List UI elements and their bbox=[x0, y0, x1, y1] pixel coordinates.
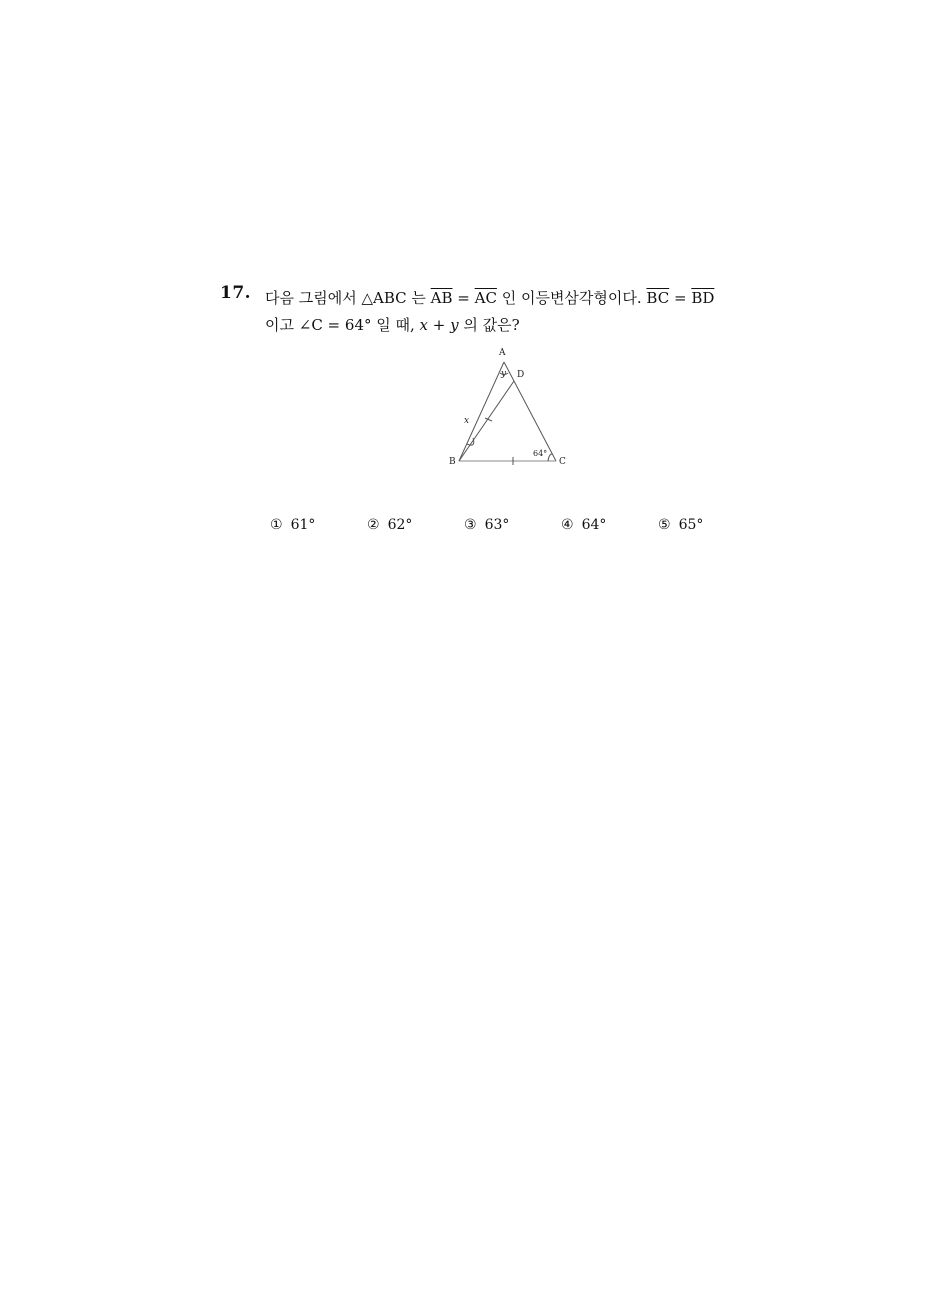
choice-1[interactable] bbox=[270, 517, 315, 533]
label-a: A bbox=[499, 348, 506, 358]
question-line-1 bbox=[265, 285, 735, 312]
question-number: 17. bbox=[220, 283, 252, 303]
question-line-2 bbox=[265, 312, 735, 339]
label-y: y bbox=[501, 369, 507, 379]
segment-ac: $\overline{AC}$ bbox=[474, 289, 497, 307]
label-angle-c: 64° bbox=[533, 449, 548, 458]
choice-value: 61° bbox=[290, 517, 316, 533]
question-text-part: 의 값은? bbox=[458, 316, 520, 334]
choice-marker: ⑤ bbox=[658, 517, 671, 533]
question-text-part: 이고 ∠C = 64° 일 때, bbox=[265, 316, 420, 334]
choice-marker: ③ bbox=[464, 517, 477, 533]
triangle-figure bbox=[440, 340, 580, 470]
question-text-part: 다음 그림에서 △ABC 는 bbox=[265, 289, 431, 307]
expression-x-plus-y: x + y bbox=[419, 316, 459, 334]
segment-bd: $\overline{BD}$ bbox=[691, 289, 715, 307]
choice-3[interactable] bbox=[464, 517, 509, 533]
segment-ab: $\overline{AB}$ bbox=[430, 289, 453, 307]
angle-arc-c bbox=[548, 454, 552, 461]
label-d: D bbox=[517, 370, 525, 380]
choice-marker: ① bbox=[270, 517, 283, 533]
choice-marker: ② bbox=[367, 517, 380, 533]
segment-bc: $\overline{BC}$ bbox=[646, 289, 670, 307]
side-ab bbox=[459, 362, 504, 461]
choice-value: 63° bbox=[484, 517, 510, 533]
label-b: B bbox=[449, 457, 456, 467]
choice-2[interactable] bbox=[367, 517, 412, 533]
choice-marker: ④ bbox=[561, 517, 574, 533]
label-c: C bbox=[559, 457, 566, 467]
choice-5[interactable] bbox=[658, 517, 703, 533]
choice-value: 65° bbox=[678, 517, 704, 533]
question-text bbox=[265, 285, 735, 339]
answer-choices bbox=[270, 517, 720, 539]
choice-4[interactable] bbox=[561, 517, 606, 533]
choice-value: 62° bbox=[387, 517, 413, 533]
label-x: x bbox=[464, 416, 470, 426]
equals-sign: = bbox=[669, 289, 692, 307]
equals-sign: = bbox=[452, 289, 475, 307]
choice-value: 64° bbox=[581, 517, 607, 533]
side-ac bbox=[504, 362, 556, 461]
question-text-part: 인 이등변삼각형이다. bbox=[496, 289, 647, 307]
